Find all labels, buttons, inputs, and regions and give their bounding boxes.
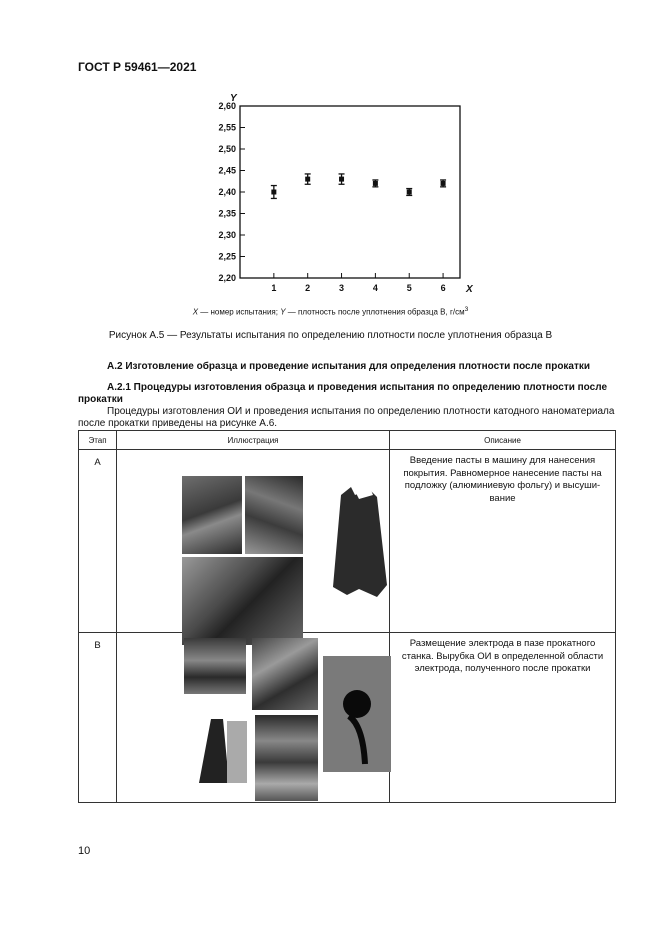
density-chart xyxy=(190,92,490,302)
photo-rolling-mill xyxy=(184,638,246,694)
intro-paragraph: Процедуры изготовления ОИ и проведения испытания по определению плотности катодного наноматериала после прокатки приведены на рисунке А.6. xyxy=(78,406,615,429)
y-tick-label: 2,40 xyxy=(218,187,236,197)
y-tick-label: 2,60 xyxy=(218,101,236,111)
y-tick-label: 2,25 xyxy=(218,251,236,262)
stage-label: В xyxy=(79,633,117,803)
y-tick-label: 2,50 xyxy=(218,144,236,154)
photo-electrode-in-slot xyxy=(252,638,318,710)
stage-description: Размещение электрода в пазе прокатного станка. Вырубка ОИ в определенной области электрода, полученного после прокатки xyxy=(390,633,616,803)
data-point xyxy=(441,181,446,186)
subsection-heading: А.2.1 Процедуры изготовления образца и проведения испытания по определению плотности после прокатки xyxy=(78,382,607,405)
table-row xyxy=(79,633,616,803)
legend-y-text: — плотность после уплотнения образца В, г/см xyxy=(285,307,465,317)
y-axis-label: Y xyxy=(230,93,237,104)
header-description: Описание xyxy=(390,431,616,450)
data-points xyxy=(271,174,446,199)
page-number: 10 xyxy=(78,845,91,857)
photo-coating-roller xyxy=(245,476,303,554)
data-point xyxy=(271,190,276,195)
document-header: ГОСТ Р 59461—2021 xyxy=(78,60,197,74)
data-point xyxy=(373,181,378,186)
x-tick-label: 2 xyxy=(305,283,311,293)
x-tick-label: 6 xyxy=(440,283,446,293)
x-tick-label: 4 xyxy=(372,283,378,293)
y-tick-label: 2,30 xyxy=(218,230,236,240)
legend-x-symbol: X xyxy=(192,307,199,317)
data-point xyxy=(339,177,344,182)
data-point xyxy=(305,177,310,182)
chart-legend xyxy=(0,306,661,317)
table-row xyxy=(79,450,616,633)
x-tick-label: 3 xyxy=(339,283,345,293)
illustration-cell xyxy=(117,450,390,633)
x-tick-label: 1 xyxy=(271,283,277,293)
photo-punch-tool xyxy=(255,715,318,801)
section-heading: А.2 Изготовление образца и проведение испытания для определения плотности после прокатки xyxy=(107,361,591,372)
figure-caption: Рисунок А.5 — Результаты испытания по определению плотности после уплотнения образца В xyxy=(108,330,553,341)
y-tick-label: 2,55 xyxy=(218,122,236,133)
y-tick-label: 2,35 xyxy=(218,208,236,219)
legend-y-symbol: Y xyxy=(280,307,286,317)
photo-coating-machine xyxy=(182,476,242,554)
stage-description: Введение пасты в машину для нанесения покрытия. Равномерное нанесение пасты на подложку (алюминиевую фольгу) и высуши-вание xyxy=(390,450,616,633)
illustration-cell xyxy=(117,633,390,803)
x-axis-label: X xyxy=(466,284,473,295)
procedure-table xyxy=(78,430,616,803)
y-tick-label: 2,20 xyxy=(218,273,236,283)
y-tick-label: 2,45 xyxy=(218,165,236,176)
x-tick-label: 5 xyxy=(406,283,412,293)
photo-cut-electrode xyxy=(197,719,249,787)
legend-exponent: 3 xyxy=(464,306,469,313)
y-axis-ticks xyxy=(218,101,245,283)
legend-x-text: — номер испытания; xyxy=(198,307,281,317)
header-illustration: Иллюстрация xyxy=(117,431,390,450)
table-header-row xyxy=(79,431,616,450)
data-point xyxy=(407,190,412,195)
photo-punched-sample xyxy=(323,656,391,772)
coated-foil-sheet-image xyxy=(329,485,391,600)
stage-label: А xyxy=(79,450,117,633)
header-stage: Этап xyxy=(79,431,117,450)
x-axis-ticks xyxy=(271,273,445,293)
